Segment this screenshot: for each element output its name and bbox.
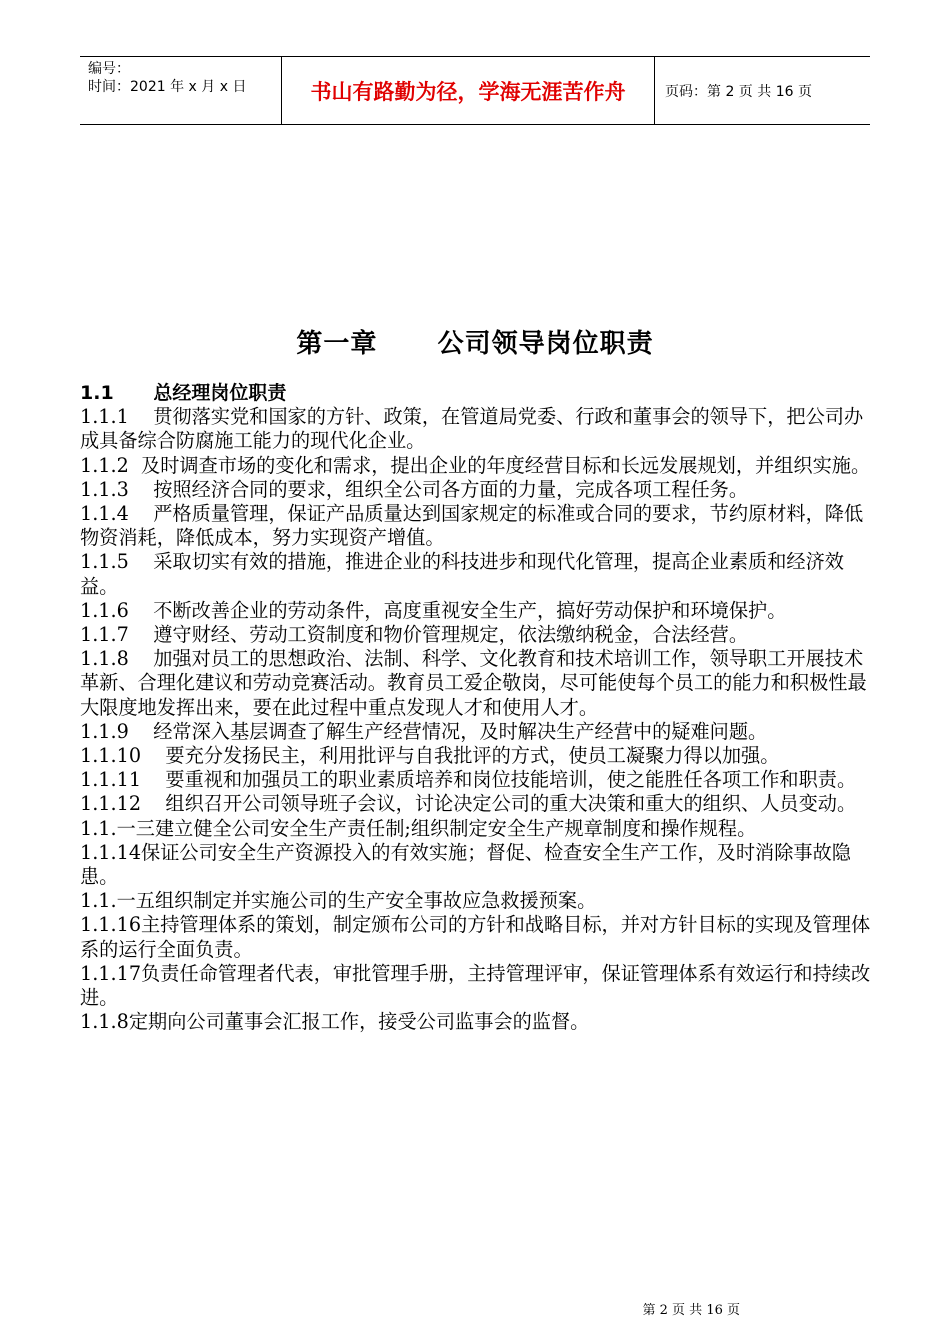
header-motto: 书山有路勤为径，学海无涯苦作舟: [282, 57, 655, 124]
duty-item: 1.1.2 及时调查市场的变化和需求，提出企业的年度经营目标和长远发展规划，并组织实施。: [80, 453, 871, 477]
duty-item: 1.1.8定期向公司董事会汇报工作，接受公司监事会的监督。: [80, 1010, 590, 1034]
duty-item: 1.1.14保证公司安全生产资源投入的有效实施；督促、检查安全生产工作，及时消除事故隐患。: [80, 840, 851, 889]
duty-item: 1.1.12 组织召开公司领导班子会议，讨论决定公司的重大决策和重大的组织、人员变动。: [80, 792, 857, 816]
duty-item: 1.1.一三建立健全公司安全生产责任制;组织制定安全生产规章制度和操作规程。: [80, 816, 757, 840]
duty-item: 1.1.3 按照经济合同的要求，组织全公司各方面的力量，完成各项工程任务。: [80, 477, 749, 501]
section-heading: 1.1 总经理岗位职责: [80, 382, 287, 404]
section-content: [80, 381, 872, 1034]
duty-item: 1.1.一五组织制定并实施公司的生产安全事故应急救援预案。: [80, 889, 597, 913]
number-label: 编号：: [88, 61, 130, 77]
header-meta: [80, 57, 282, 124]
duty-item: 1.1.11 要重视和加强员工的职业素质培养和岗位技能培训，使之能胜任各项工作和职责。: [80, 768, 857, 792]
duty-item: 1.1.5 采取切实有效的措施，推进企业的科技进步和现代化管理，提高企业素质和经济效益。: [80, 550, 844, 598]
duty-item: 1.1.10 要充分发扬民主，利用批评与自我批评的方式，使员工凝聚力得以加强。: [80, 744, 780, 768]
time-label: 时间：2021 年 x 月 x 日: [88, 79, 247, 95]
duty-item: 1.1.7 遵守财经、劳动工资制度和物价管理规定，依法缴纳税金，合法经营。: [80, 623, 749, 647]
duty-item: 1.1.9 经常深入基层调查了解生产经营情况，及时解决生产经营中的疑难问题。: [80, 719, 768, 743]
duty-item: 1.1.16主持管理体系的策划，制定颁布公司的方针和战略目标，并对方针目标的实现及管理体系的运行全面负责。: [80, 913, 871, 961]
document-header: [80, 56, 870, 125]
duty-item: 1.1.17负责任命管理者代表，审批管理手册，主持管理评审，保证管理体系有效运行和持续改进。: [80, 961, 871, 1010]
header-page-info: 页码：第 2 页 共 16 页: [665, 83, 812, 100]
duty-item: 1.1.8 加强对员工的思想政治、法制、科学、文化教育和技术培训工作，领导职工开展技术革新、合理化建议和劳动竞赛活动。教育员工爱企敬岗，尽可能使每个员工的能力和积极性最大限度地发挥出来，要在此过程中重点发现人才和使用人才。: [80, 647, 867, 719]
duty-item: 1.1.6 不断改善企业的劳动条件，高度重视安全生产，搞好劳动保护和环境保护。: [80, 598, 787, 622]
duty-item: 1.1.1 贯彻落实党和国家的方针、政策，在管道局党委、行政和董事会的领导下，把公司办成具备综合防腐施工能力的现代化企业。: [80, 405, 864, 453]
page-footer: 第 2 页 共 16 页: [642, 1303, 740, 1318]
duty-item: 1.1.4 严格质量管理，保证产品质量达到国家规定的标准或合同的要求，节约原材料，降低物资消耗，降低成本，努力实现资产增值。: [80, 502, 864, 550]
chapter-title: 第一章 公司领导岗位职责: [296, 329, 654, 359]
